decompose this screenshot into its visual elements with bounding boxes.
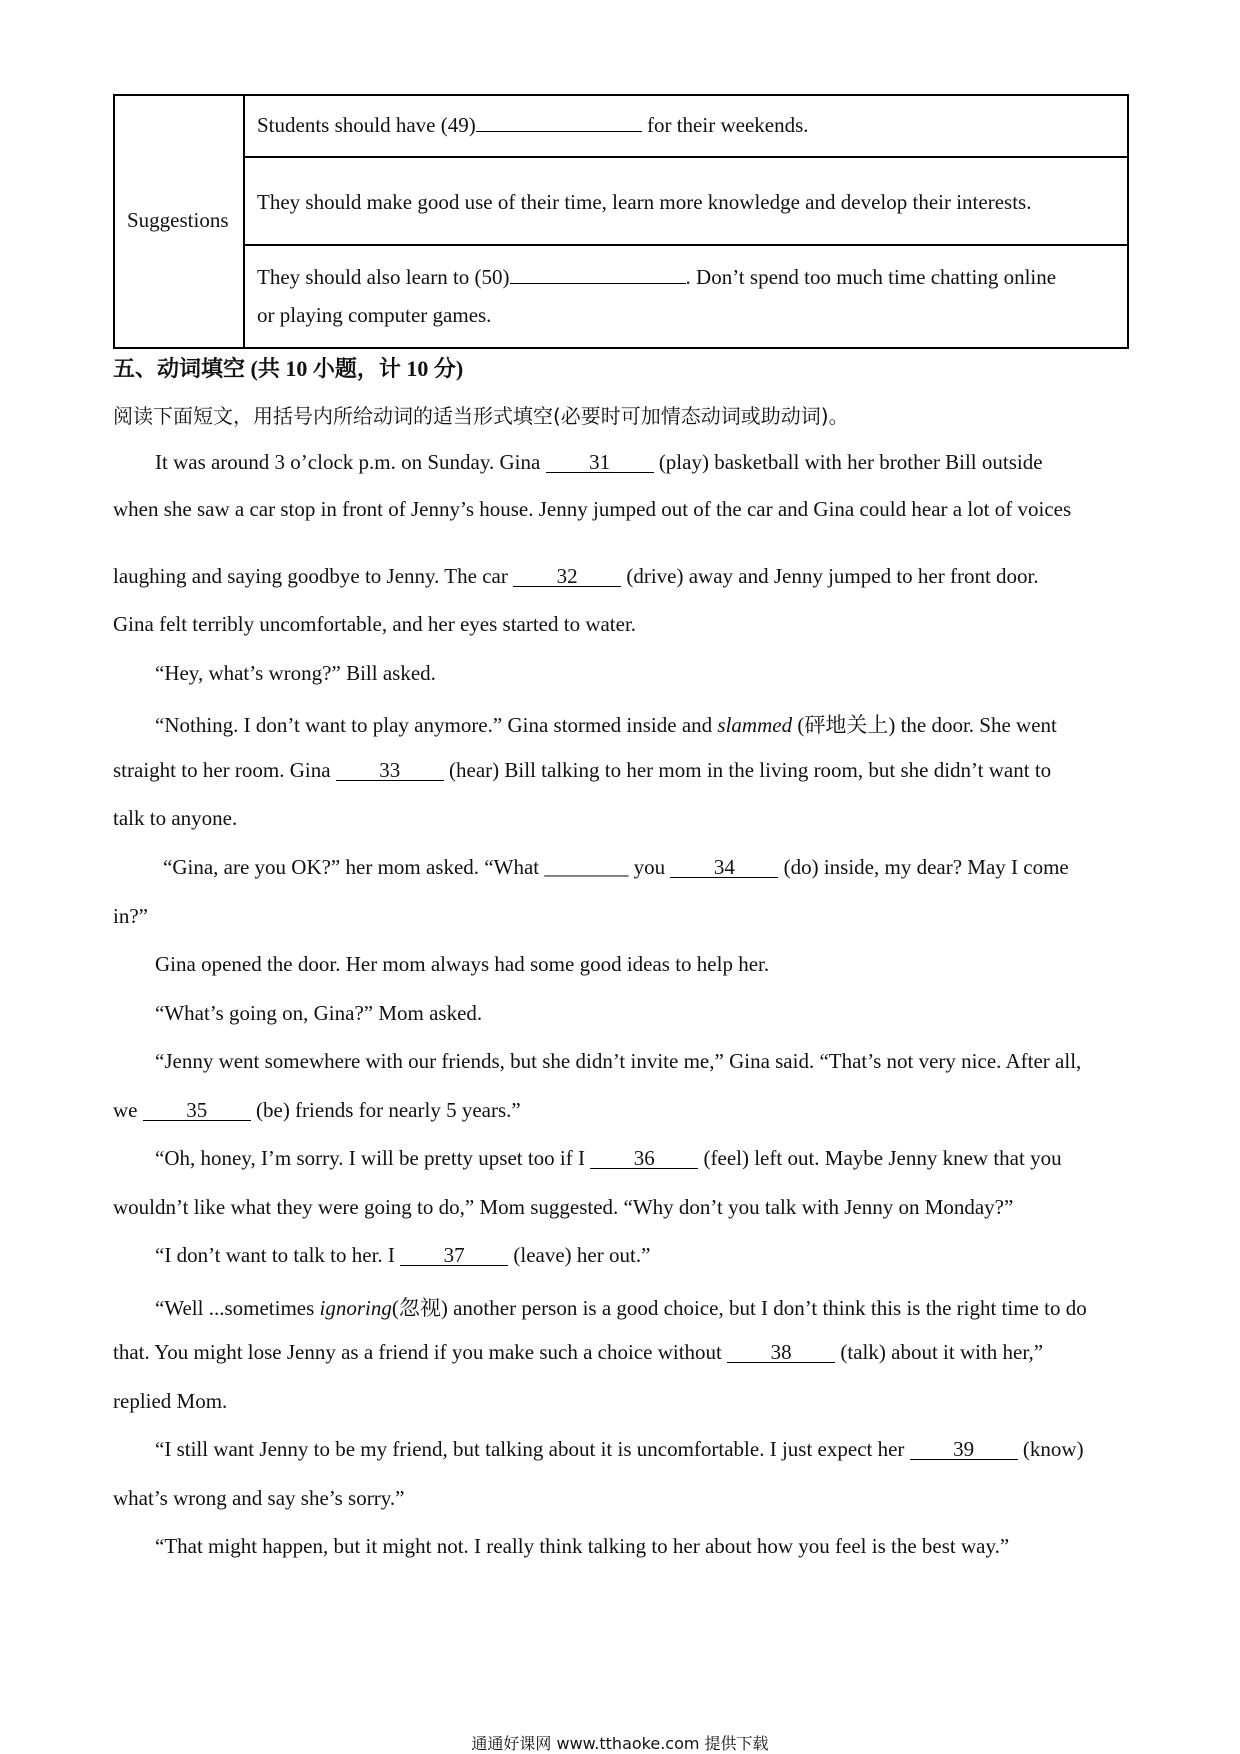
passage-line-22: what’s wrong and say she’s sorry.” bbox=[113, 1486, 405, 1510]
text: (be) friends for nearly 5 years.” bbox=[250, 1098, 521, 1122]
text: “Nothing. I don’t want to play anymore.” Gina stormed inside and bbox=[155, 713, 718, 737]
row2-text: They should make good use of their time, learn more knowledge and develop their interests. bbox=[257, 190, 1032, 214]
text: (hear) Bill talking to her mom in the living room, but she didn’t want to bbox=[443, 758, 1052, 782]
suggestions-table bbox=[113, 94, 1129, 349]
text: (feel) left out. Maybe Jenny knew that you bbox=[698, 1146, 1062, 1170]
blank-31[interactable]: 31 bbox=[546, 452, 654, 473]
text: (know) bbox=[1017, 1437, 1084, 1461]
passage-line-3 bbox=[113, 564, 1039, 589]
text: straight to her room. Gina bbox=[113, 758, 336, 782]
passage-line-19 bbox=[113, 1340, 1043, 1365]
row1-before: Students should have (49) bbox=[257, 113, 476, 137]
text: “Well ...sometimes bbox=[155, 1296, 320, 1320]
text: you bbox=[628, 855, 671, 879]
passage-line-2: when she saw a car stop in front of Jenny’s house. Jenny jumped out of the car and Gina could hear a lot of voices bbox=[113, 497, 1072, 521]
section-instruction: 阅读下面短文，用括号内所给动词的适当形式填空(必要时可加情态动词或助动词)。 bbox=[113, 404, 849, 428]
text: (砰地关上) the door. She went bbox=[792, 713, 1057, 737]
passage-line-21 bbox=[155, 1437, 1084, 1462]
row3-before: They should also learn to (50) bbox=[257, 265, 510, 289]
blank-36[interactable]: 36 bbox=[590, 1148, 698, 1169]
row3-after: . Don’t spend too much time chatting online bbox=[685, 265, 1057, 289]
text: laughing and saying goodbye to Jenny. The car bbox=[113, 564, 514, 588]
blank-49[interactable] bbox=[476, 111, 642, 132]
passage-line-7 bbox=[113, 758, 1051, 783]
passage-line-15 bbox=[155, 1146, 1062, 1171]
row1-after: for their weekends. bbox=[641, 113, 809, 137]
italic-word: slammed bbox=[717, 713, 793, 737]
blank-34[interactable]: 34 bbox=[670, 857, 778, 878]
passage-line-13: “Jenny went somewhere with our friends, but she didn’t invite me,” Gina said. “That’s not very nice. After all, bbox=[155, 1049, 1082, 1073]
text: (忽视) another person is a good choice, but I don’t think this is the right time to do bbox=[391, 1296, 1087, 1320]
passage-line-17 bbox=[155, 1243, 650, 1268]
blank-50[interactable] bbox=[510, 263, 686, 284]
text: (drive) away and Jenny jumped to her front door. bbox=[621, 564, 1039, 588]
text: that. You might lose Jenny as a friend if you make such a choice without bbox=[113, 1340, 728, 1364]
passage-line-16: wouldn’t like what they were going to do,” Mom suggested. “Why don’t you talk with Jenny on Monday?” bbox=[113, 1195, 1014, 1219]
passage-line-18 bbox=[155, 1292, 1087, 1322]
text: (play) basketball with her brother Bill outside bbox=[653, 450, 1043, 474]
passage-line-11: Gina opened the door. Her mom always had some good ideas to help her. bbox=[155, 952, 770, 976]
text: “Gina, are you OK?” her mom asked. “What bbox=[163, 855, 545, 879]
passage-line-23: “That might happen, but it might not. I really think talking to her about how you feel is the best way.” bbox=[155, 1534, 1010, 1558]
table-row-3 bbox=[245, 246, 1127, 349]
table-row-1 bbox=[245, 96, 1127, 158]
blank-37[interactable]: 37 bbox=[400, 1245, 508, 1266]
text: “Oh, honey, I’m sorry. I will be pretty upset too if I bbox=[155, 1146, 591, 1170]
table-label: Suggestions bbox=[127, 208, 229, 232]
text: “I don’t want to talk to her. I bbox=[155, 1243, 401, 1267]
table-label-cell bbox=[115, 96, 245, 347]
passage-line-8: talk to anyone. bbox=[113, 806, 238, 830]
row3-line2: or playing computer games. bbox=[257, 303, 492, 327]
page-footer: 通通好课网 www.tthaoke.com 提供下载 bbox=[471, 1734, 769, 1753]
blank-39[interactable]: 39 bbox=[910, 1439, 1018, 1460]
italic-word: ignoring bbox=[319, 1296, 392, 1320]
blank-32[interactable]: 32 bbox=[513, 566, 621, 587]
passage-line-6 bbox=[155, 709, 1057, 739]
text: “I still want Jenny to be my friend, but talking about it is uncomfortable. I just expect her bbox=[155, 1437, 910, 1461]
passage-line-10: in?” bbox=[113, 904, 148, 928]
passage-line-5: “Hey, what’s wrong?” Bill asked. bbox=[155, 661, 436, 685]
passage-line-12: “What’s going on, Gina?” Mom asked. bbox=[155, 1001, 483, 1025]
passage-line-20: replied Mom. bbox=[113, 1389, 228, 1413]
blank-35[interactable]: 35 bbox=[143, 1100, 251, 1121]
text: (leave) her out.” bbox=[508, 1243, 651, 1267]
passage-line-1 bbox=[155, 450, 1043, 475]
text: (do) inside, my dear? May I come bbox=[778, 855, 1069, 879]
text: (talk) about it with her,” bbox=[835, 1340, 1044, 1364]
passage-line-9 bbox=[163, 855, 1069, 880]
blank-38[interactable]: 38 bbox=[727, 1342, 835, 1363]
passage-line-14 bbox=[113, 1098, 521, 1123]
blank-33[interactable]: 33 bbox=[336, 760, 444, 781]
table-row-2 bbox=[245, 158, 1127, 246]
blank-unnumbered[interactable]: ________ bbox=[544, 855, 629, 879]
passage-line-4: Gina felt terribly uncomfortable, and her eyes started to water. bbox=[113, 612, 637, 636]
section-heading: 五、动词填空 (共 10 小题，计 10 分) bbox=[113, 356, 464, 381]
text: It was around 3 o’clock p.m. on Sunday. Gina bbox=[155, 450, 546, 474]
text: we bbox=[113, 1098, 143, 1122]
